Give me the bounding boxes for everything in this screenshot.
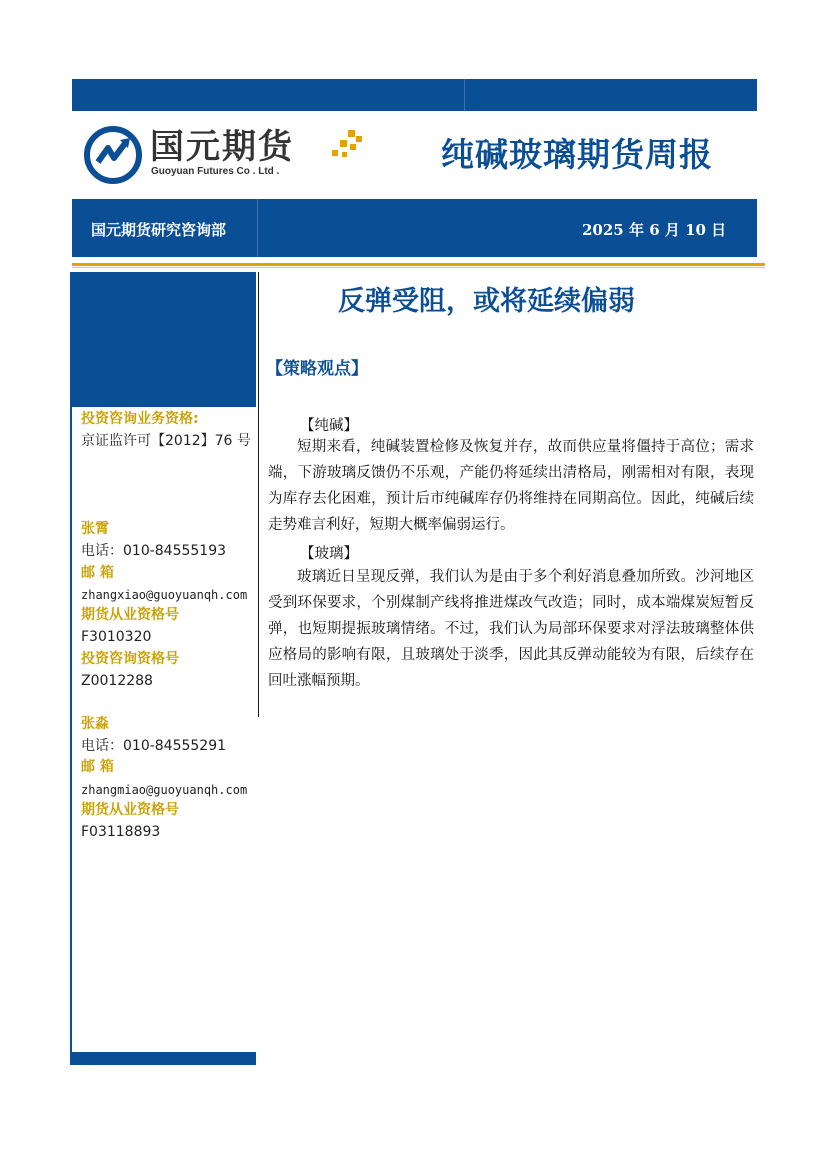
futures-license-number: F3010320 <box>81 629 152 645</box>
qualification-value: 京证监许可【2012】76 号 <box>81 433 251 449</box>
gold-divider <box>72 263 765 266</box>
header-top-band <box>72 79 757 111</box>
email-label: 邮 箱 <box>81 565 114 581</box>
department-label: 国元期货研究咨询部 <box>91 221 227 239</box>
consult-license-number: Z0012288 <box>81 673 153 689</box>
report-title: 纯碱玻璃期货周报 <box>441 135 713 174</box>
soda-ash-label: 【纯碱】 <box>300 418 358 434</box>
logo-english-name: Guoyuan Futures Co . Ltd . <box>151 166 280 177</box>
logo-squares-icon <box>324 130 364 166</box>
headline: 反弹受阻，或将延续偏弱 <box>338 286 635 317</box>
analyst-name: 张淼 <box>81 716 109 732</box>
soda-ash-text: 短期来看，纯碱装置检修及恢复并存，故而供应量将僵持于高位；需求端，下游玻璃反馈仍不乐观，产能仍将延续出清格局，刚需相对有限，表现为库存去化困难，预计后市纯碱库存仍将维持在同期高位。因此，纯碱后续走势难言利好，短期大概率偏弱运行。 <box>268 439 754 533</box>
futures-license-number: F03118893 <box>81 824 161 840</box>
logo-chinese-name: 国元期货 <box>150 127 294 167</box>
glass-text: 玻璃近日呈现反弹，我们认为是由于多个利好消息叠加所致。沙河地区受到环保要求，个别煤制产线将推进煤改气改造；同时，成本端煤炭短暂反弹，也短期提振玻璃情绪。不过，我们认为局部环保要求对浮法玻璃整体供应格局的影响有限，且玻璃处于淡季，因此其反弹动能较为有限，后续存在回吐涨幅预期。 <box>268 569 754 689</box>
futures-license-label: 期货从业资格号 <box>81 607 179 623</box>
analyst-email[interactable]: zhangmiao@guoyuanqh.com <box>81 783 248 797</box>
company-logo <box>84 124 374 184</box>
consult-license-label: 投资咨询资格号 <box>81 651 179 667</box>
glass-label: 【玻璃】 <box>300 546 358 562</box>
glass-paragraph <box>268 564 754 694</box>
section-title: 【策略观点】 <box>266 359 368 379</box>
analyst-phone: 电话：010-84555193 <box>81 543 227 559</box>
futures-license-label: 期货从业资格号 <box>81 802 179 818</box>
qualification-label: 投资咨询业务资格: <box>81 411 199 427</box>
grey-divider <box>72 267 765 268</box>
analyst-email[interactable]: zhangxiao@guoyuanqh.com <box>81 588 248 602</box>
logo-emblem-icon <box>84 126 142 184</box>
email-label: 邮 箱 <box>81 759 114 775</box>
soda-ash-paragraph <box>268 434 754 538</box>
column-divider <box>258 272 259 717</box>
analyst-phone: 电话：010-84555291 <box>81 738 227 754</box>
report-date: 2025 年 6 月 10 日 <box>582 221 727 239</box>
analyst-name: 张霄 <box>81 521 109 537</box>
